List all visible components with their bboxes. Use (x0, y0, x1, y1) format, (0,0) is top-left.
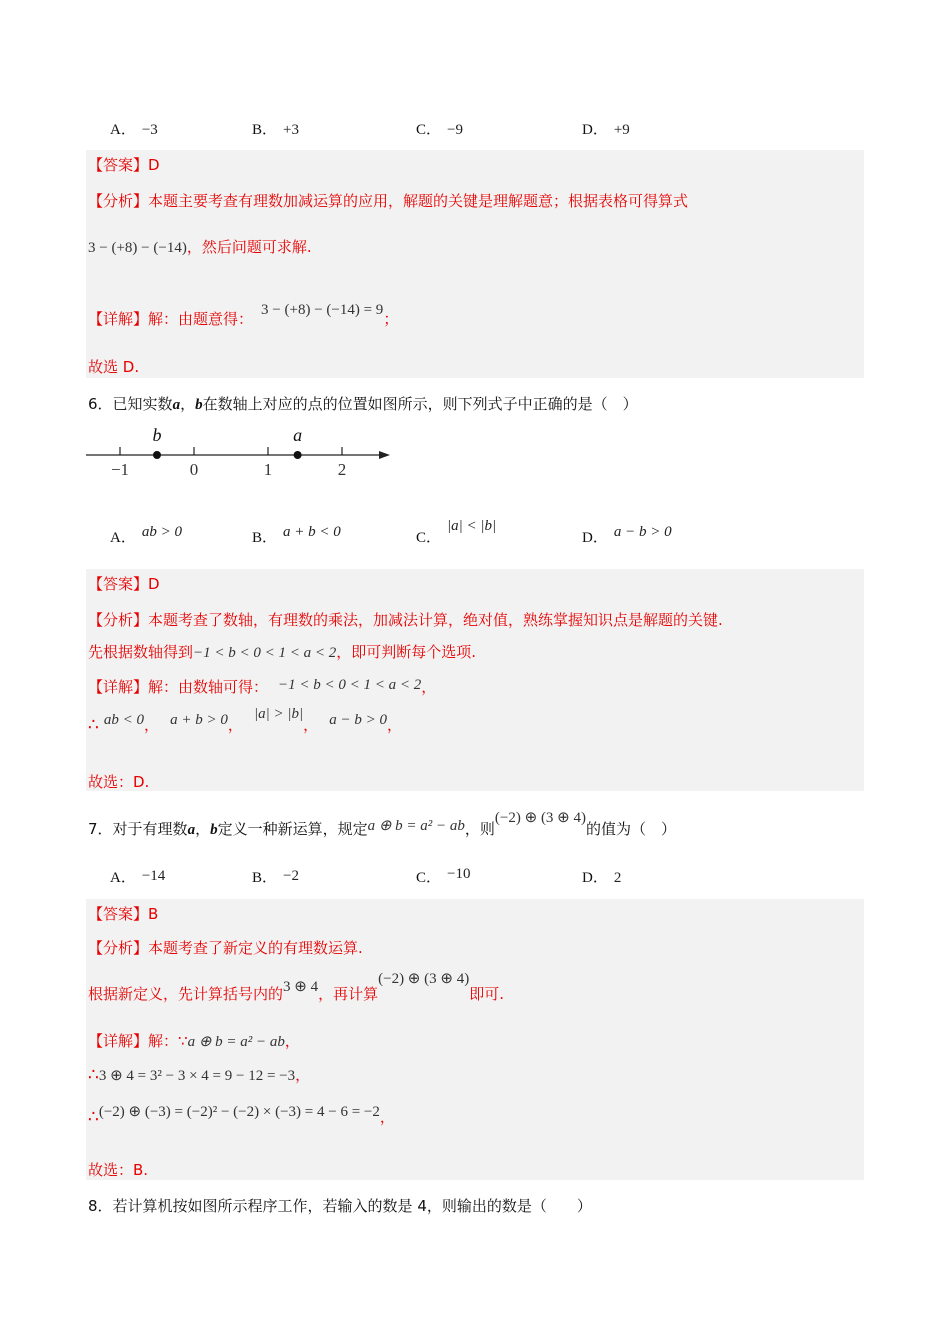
q5-detail-line: 【详解】解：由题意得： 3 − (+8) − (−14) = 9； (88, 302, 399, 328)
q7-analysis-line: 【分析】本题考查了新定义的有理数运算. (88, 939, 363, 957)
point-a (294, 451, 302, 459)
point-b (153, 451, 161, 459)
q6-analysis2-line: 先根据数轴得到−1 < b < 0 < 1 < a < 2，即可判断每个选项. (88, 643, 477, 661)
q7-def-expr: a ⊕ b = a² − ab (367, 818, 465, 834)
q6-option-a[interactable]: A． ab > 0 (110, 524, 182, 546)
q7-options (110, 866, 870, 890)
q6-results-line: ∴ ab < 0， a + b > 0， |a| > |b|， a − b > 0， (88, 706, 403, 735)
q5-choose: 故选 D. (88, 358, 140, 376)
q7-answer-box (86, 899, 864, 1180)
q5-answer-line: 【答案】D (88, 156, 160, 174)
q6-result: a + b > 0 (170, 712, 228, 728)
q6-result: |a| > |b| (254, 706, 304, 722)
q7-step2-line: ∴(−2) ⊕ (−3) = (−2)² − (−2) × (−3) = 4 − 6 = −2， (88, 1104, 395, 1127)
q7-option-c[interactable]: C． −10 (416, 866, 471, 886)
q7-analysis2-expr2: (−2) ⊕ (3 ⊕ 4) (378, 971, 470, 987)
q5-options (110, 118, 870, 142)
q8-stem: 8．若计算机按如图所示程序工作，若输入的数是 4，则输出的数是（ ） (88, 1197, 592, 1215)
q7-choose: 故选：B. (88, 1161, 149, 1179)
q7-option-a[interactable]: A． −14 (110, 868, 166, 886)
q6-analysis2-expr: −1 < b < 0 < 1 < a < 2 (193, 645, 337, 661)
q5-analysis-expr: 3 − (+8) − (−14) (88, 240, 187, 256)
q7-detail-expr: a ⊕ b = a² − ab (187, 1034, 285, 1050)
q7-answer-line: 【答案】B (88, 905, 159, 923)
q6-option-d[interactable]: D． a − b > 0 (582, 524, 672, 546)
tick-label: 2 (337, 460, 347, 479)
q6-option-c[interactable]: C．|a| < |b| (416, 518, 497, 546)
q6-choose: 故选：D. (88, 773, 150, 791)
q6-number-line (86, 420, 406, 480)
q6-answer-box (86, 569, 864, 791)
q6-result: ab < 0 (103, 712, 145, 728)
q7-stem: 7．对于有理数a，b定义一种新运算，规定a ⊕ b = a² − ab，则(−2) ⊕ (3 ⊕ 4)的值为（ ） (88, 810, 677, 838)
q7-ask-expr: (−2) ⊕ (3 ⊕ 4) (494, 810, 586, 826)
q6-option-b[interactable]: B． a + b < 0 (252, 524, 341, 546)
q5-detail-expr: 3 − (+8) − (−14) = 9 (261, 302, 384, 318)
tick-label: −1 (110, 460, 130, 479)
q7-analysis2-expr1: 3 ⊕ 4 (283, 979, 319, 995)
q5-option-a[interactable]: A． −3 (110, 122, 158, 138)
q5-answer-box (86, 150, 864, 378)
q5-option-d[interactable]: D． +9 (582, 122, 630, 138)
q7-step2-expr: (−2) ⊕ (−3) = (−2)² − (−2) × (−3) = 4 − 6 = −2 (98, 1104, 380, 1120)
tick-label: 1 (263, 460, 273, 479)
q7-analysis2-line: 根据新定义，先计算括号内的3 ⊕ 4，再计算(−2) ⊕ (3 ⊕ 4)即可. (88, 971, 504, 1003)
tick-label: 0 (189, 460, 199, 479)
q5-option-c[interactable]: C． −9 (416, 122, 463, 138)
q7-detail-line: 【详解】解：∵a ⊕ b = a² − ab， (88, 1032, 300, 1050)
q6-analysis-line: 【分析】本题考查了数轴，有理数的乘法，加减法计算，绝对值，熟练掌握知识点是解题的关键. (88, 611, 723, 629)
q7-option-b[interactable]: B． −2 (252, 868, 299, 886)
q6-stem: 6．已知实数a，b在数轴上对应的点的位置如图所示，则下列式子中正确的是（ ） (88, 395, 638, 413)
point-b-label: b (152, 425, 162, 445)
q6-detail-expr: −1 < b < 0 < 1 < a < 2 (278, 677, 422, 693)
q7-step1-line: ∴3 ⊕ 4 = 3² − 3 × 4 = 9 − 12 = −3， (88, 1065, 311, 1085)
q6-detail-line: 【详解】解：由数轴可得： −1 < b < 0 < 1 < a < 2， (88, 677, 437, 696)
q5-analysis-line: 【分析】本题主要考查有理数加减运算的应用，解题的关键是理解题意；根据表格可得算式 (88, 192, 689, 210)
q5-analysis-expr-line: 3 − (+8) − (−14)，然后问题可求解. (88, 238, 312, 256)
q7-step1-expr: 3 ⊕ 4 = 3² − 3 × 4 = 9 − 12 = −3 (98, 1068, 296, 1084)
q6-result: a − b > 0 (329, 712, 387, 728)
number-line-arrow (379, 451, 390, 459)
q7-option-d[interactable]: D． 2 (582, 870, 622, 886)
point-a-label: a (293, 425, 303, 445)
q6-options (110, 520, 870, 544)
q6-answer-line: 【答案】D (88, 575, 160, 593)
q5-option-b[interactable]: B． +3 (252, 122, 299, 138)
